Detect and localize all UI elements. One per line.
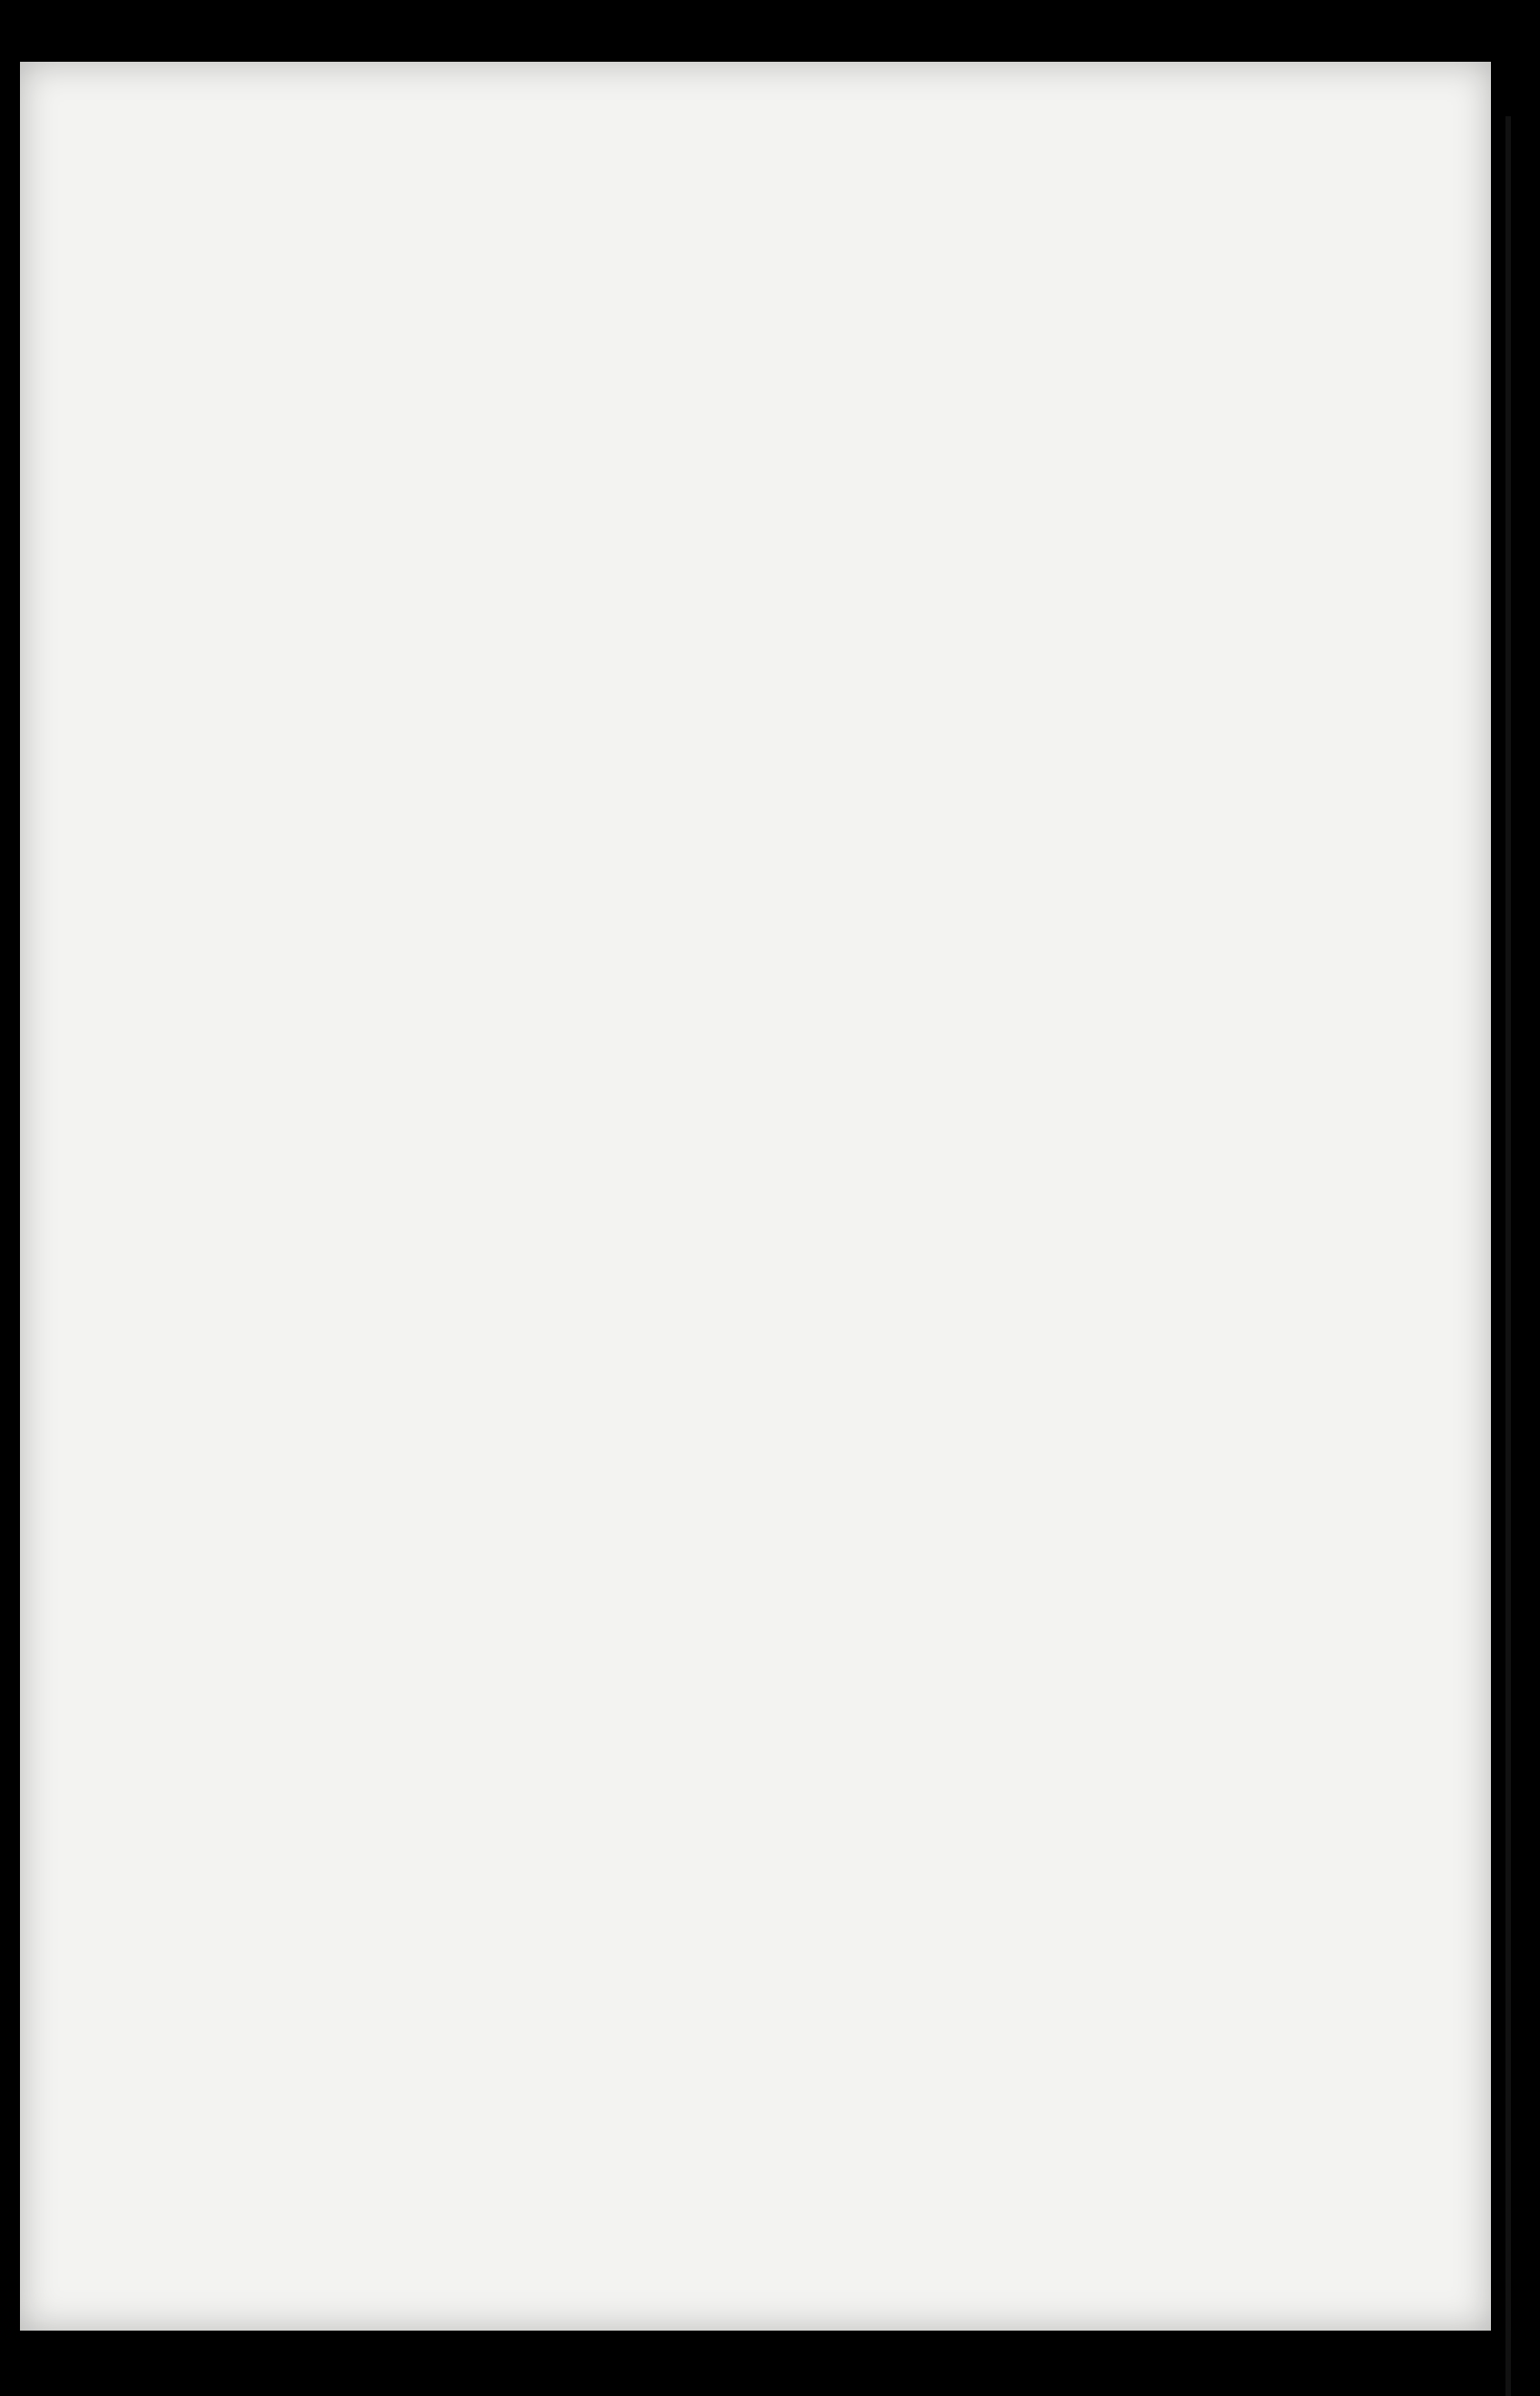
- right-border: [1491, 36, 1540, 2354]
- document-page: [20, 62, 1491, 2331]
- page-edge: [1505, 116, 1511, 2396]
